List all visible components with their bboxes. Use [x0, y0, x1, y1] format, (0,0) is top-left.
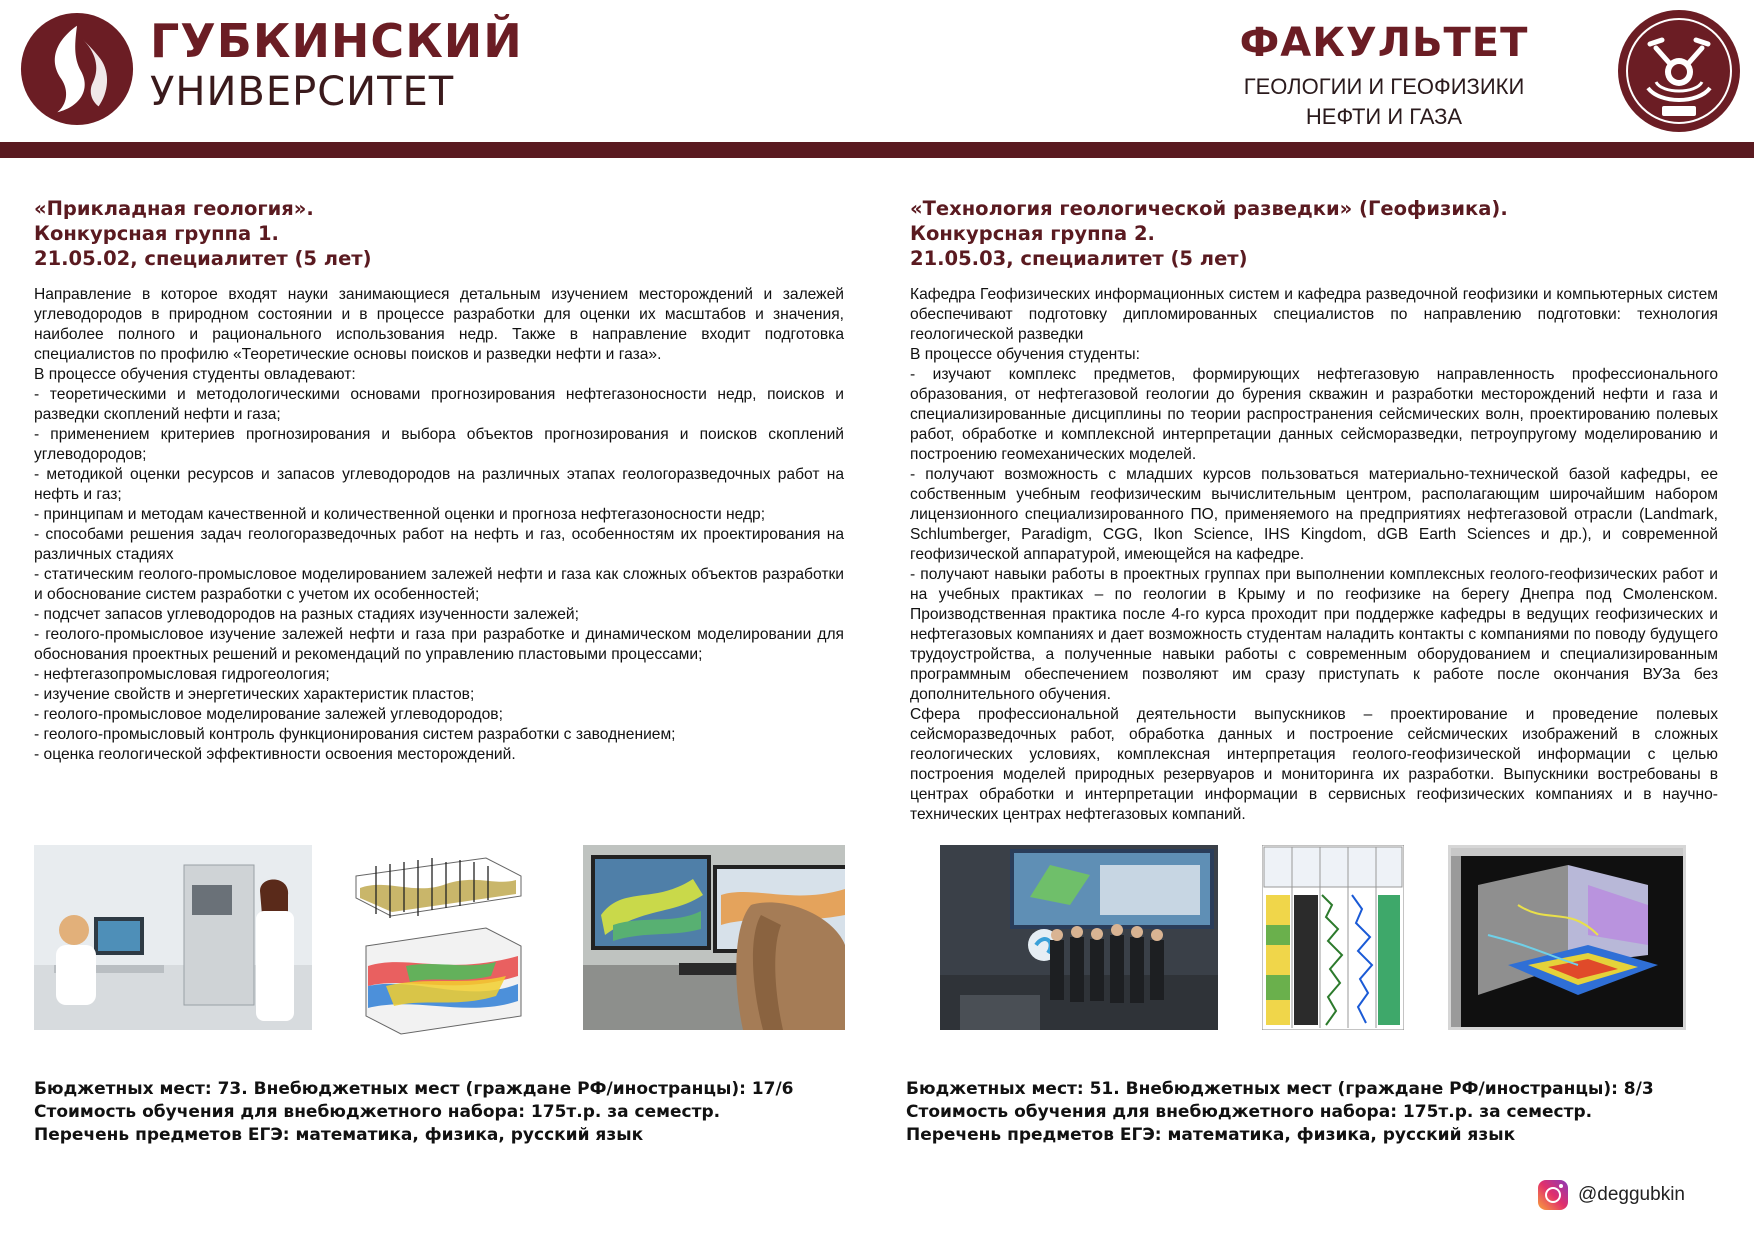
faculty-title-line3: НЕФТИ И ГАЗА	[1305, 104, 1463, 129]
list-item: - подсчет запасов углеводородов на разных стадиях изученности залежей;	[34, 606, 579, 623]
header-band	[0, 142, 1754, 158]
right-program-title	[910, 196, 1718, 271]
faculty-emblem-icon	[1616, 8, 1742, 134]
left-admission-info	[34, 1078, 794, 1147]
list-item: - применением критериев прогнозирования и выбора объектов прогнозирования и поисков скоплений углеводородов;	[34, 426, 844, 463]
list-item: - изучают комплекс предметов, формирующих нефтегазовую направленность профессионального образования, от нефтегазовой геологии до бурения скважин и разработки месторождений нефти и газа и специализированные дисциплины по теории распространения сейсмических волн, проектированию полевых работ, обработке и комплексной интерпретации данных сейсморазведки, петроупругому моделированию и построению геомеханических моделей.	[910, 366, 1718, 463]
left-budget-places: Бюджетных мест: 73. Внебюджетных мест (граждане РФ/иностранцы): 17/6	[34, 1079, 794, 1099]
list-item: - оценка геологической эффективности освоения месторождений.	[34, 746, 516, 763]
list-item: - геолого-промысловый контроль функционирования систем разработки с заводнением;	[34, 726, 676, 743]
presentation-photo	[940, 845, 1218, 1030]
instagram-handle: @deggubkin	[1578, 1184, 1685, 1205]
list-item: - геолого-промысловое моделирование залежей углеводородов;	[34, 706, 503, 723]
right-title-line2: Конкурсная группа 2.	[910, 222, 1155, 245]
list-item: - изучение свойств и энергетических характеристик пластов;	[34, 686, 475, 703]
left-program-section	[34, 196, 844, 765]
list-item: - статическим геолого-промысловое моделированием залежей нефти и газа как сложных объектов разработки и обоснование систем разработки с учетом их особенностей;	[34, 566, 844, 603]
university-title-line1: ГУБКИНСКИЙ	[150, 14, 523, 68]
geological-model-image	[346, 836, 536, 1036]
well-log-image	[1262, 845, 1404, 1030]
paragraph: Сфера профессиональной деятельности выпускников – проектирование и проведение полевых сейсморазведочных работ, обработка данных и построение сейсмических изображений в сложных геологических условиях, комплексная интерпретация геолого-геофизической информации с целью построения моделей природных резервуаров и мониторинга их разработки. Выпускники востребованы в центрах обработки и интерпретации информации в сервисных геофизических компаниях и в научно-технических центрах нефтегазовых компаний.	[910, 706, 1718, 823]
instagram-link[interactable]	[1538, 1180, 1685, 1210]
university-title	[150, 14, 523, 115]
university-logo-icon	[18, 10, 136, 128]
seismic-interpretation-image	[1448, 845, 1686, 1030]
right-budget-places: Бюджетных мест: 51. Внебюджетных мест (граждане РФ/иностранцы): 8/3	[906, 1079, 1654, 1099]
right-title-line1: «Технология геологической разведки» (Геофизика).	[910, 197, 1508, 220]
right-program-section	[910, 196, 1718, 825]
left-program-title	[34, 196, 844, 271]
faculty-title	[1204, 20, 1564, 130]
right-program-description	[910, 285, 1718, 825]
faculty-title-line1: ФАКУЛЬТЕТ	[1239, 20, 1529, 66]
list-item: - методикой оценки ресурсов и запасов углеводородов на различных этапах геологоразведочных работ на нефть и газ;	[34, 466, 844, 503]
right-exam-subjects: Перечень предметов ЕГЭ: математика, физика, русский язык	[906, 1125, 1516, 1145]
list-item: - получают возможность с младших курсов пользоваться материально-технической базой кафедры, ее собственным учебным геофизическим вычислительным центром, располагающим широчайшим набором лицензионного специализированного ПО, применяемого на предприятиях нефтегазовой отрасли (Landmark, Schlumberger, Paradigm, CGG, Ikon Science, IHS Kingdom, dGB Earth Sciences и др.), и современной геофизической аппаратурой, имеющейся на кафедре.	[910, 466, 1718, 563]
left-tuition-cost: Стоимость обучения для внебюджетного набора: 175т.р. за семестр.	[34, 1102, 721, 1122]
right-admission-info	[906, 1078, 1654, 1147]
list-item: - получают навыки работы в проектных группах при выполнении комплексных геолого-геофизических работ и на учебных практиках – по геологии в Крыму и по геофизике на берегу Днепра под Смоленском. Производственная практика после 4-го курса проходит при поддержке кафедры в ведущих геофизических и нефтегазовых компаниях и дает возможность студентам наладить контакты с компаниями по поводу будущего трудоустройства, а полученные навыки работы с современным оборудованием и специализированным программным обеспечением позволяют им сразу приступать к работе после окончания ВУЗа без дополнительного обучения.	[910, 566, 1718, 703]
lab-photo	[34, 845, 312, 1030]
university-title-line2: УНИВЕРСИТЕТ	[150, 69, 455, 115]
paragraph: Кафедра Геофизических информационных систем и кафедра разведочной геофизики и компьютерных систем обеспечивают подготовку дипломированных специалистов по направлению подготовки: технология геологической разведки	[910, 286, 1718, 343]
student-workstation-photo	[583, 845, 845, 1030]
right-tuition-cost: Стоимость обучения для внебюджетного набора: 175т.р. за семестр.	[906, 1102, 1593, 1122]
instagram-icon	[1538, 1180, 1568, 1210]
list-item: - геолого-промысловое изучение залежей нефти и газа при разработке и динамическом моделировании для обоснования проектных решений и рекомендаций по управлению пластовыми процессами;	[34, 626, 844, 663]
list-item: - теоретическими и методологическими основами прогнозирования нефтегазоносности недр, поисков и разведки скоплений нефти и газа;	[34, 386, 844, 423]
list-item: - нефтегазопромысловая гидрогеология;	[34, 666, 330, 683]
paragraph: В процессе обучения студенты овладевают:	[34, 366, 356, 383]
list-item: - способами решения задач геологоразведочных работ на нефть и газ, особенностям их проектирования на различных стадиях	[34, 526, 844, 563]
left-title-line1: «Прикладная геология».	[34, 197, 314, 220]
faculty-title-line2: ГЕОЛОГИИ И ГЕОФИЗИКИ	[1243, 74, 1525, 99]
list-item: - принципам и методам качественной и количественной оценки и прогноза нефтегазоносности недр;	[34, 506, 766, 523]
right-title-line3: 21.05.03, специалитет (5 лет)	[910, 247, 1248, 270]
left-program-description	[34, 285, 844, 765]
left-title-line3: 21.05.02, специалитет (5 лет)	[34, 247, 372, 270]
left-title-line2: Конкурсная группа 1.	[34, 222, 279, 245]
paragraph: Направление в которое входят науки занимающиеся детальным изучением месторождений и залежей углеводородов в природном состоянии и в процессе разработки для оценки их масштабов и значения, наиболее полного и рационального использования недр. Также в направление входит подготовка специалистов по профилю «Теоретические основы поисков и разведки нефти и газа».	[34, 286, 844, 363]
page-header	[0, 0, 1754, 140]
paragraph: В процессе обучения студенты:	[910, 346, 1140, 363]
left-exam-subjects: Перечень предметов ЕГЭ: математика, физика, русский язык	[34, 1125, 644, 1145]
